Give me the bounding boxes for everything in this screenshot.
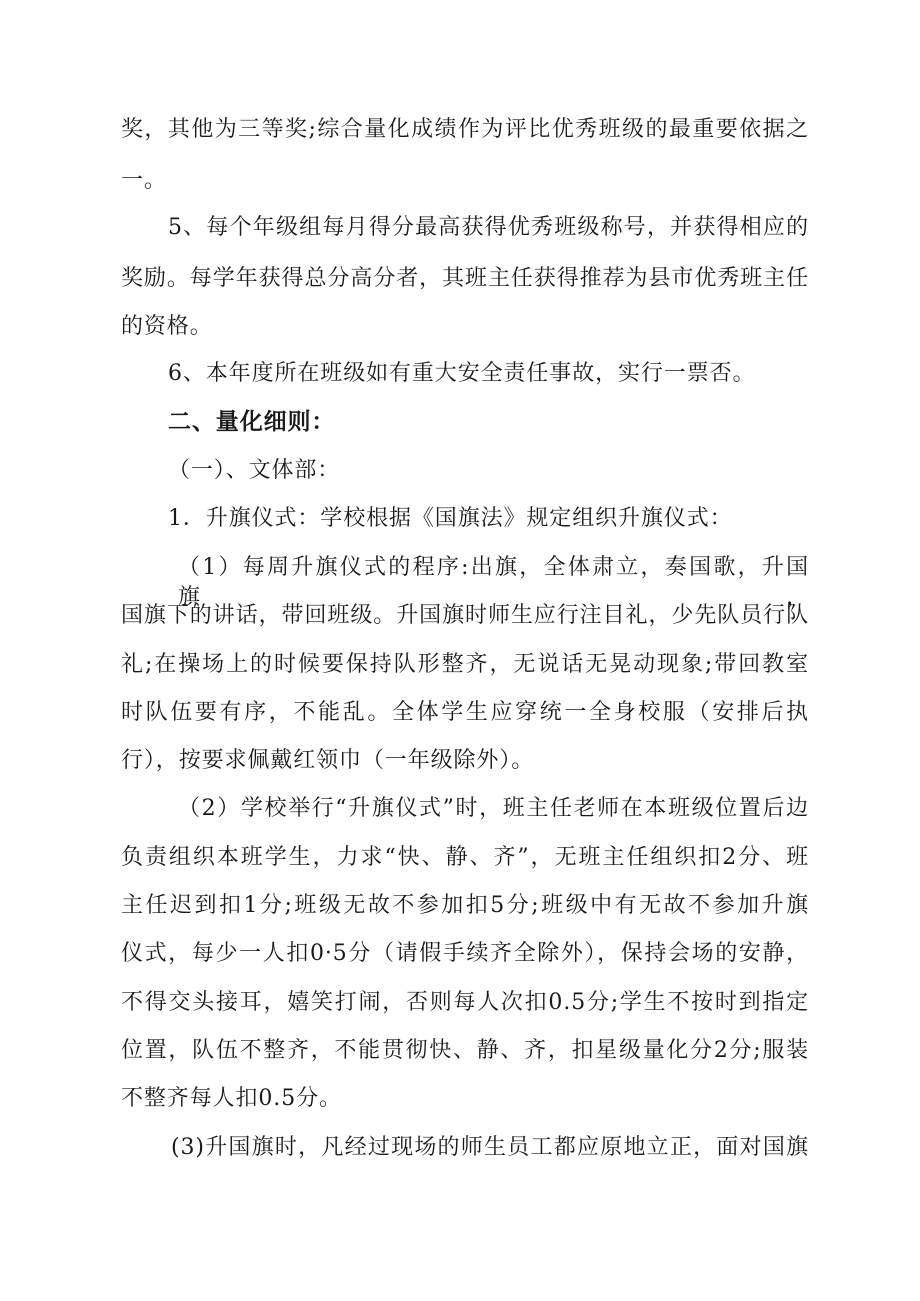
item-1-2-line-7: 不整齐每人扣0.5分。 [121, 1086, 342, 1111]
paragraph-5-line-2: 奖励。每学年获得总分高分者，其班主任获得推荐为县市优秀班主任 [121, 266, 809, 291]
item-1-1-line-4: 时队伍要有序，不能乱。全体学生应穿统一全身校服（安排后执 [121, 700, 809, 725]
item-1-2-line-5: 不得交头接耳，嬉笑打闹，否则每人次扣0.5分;学生不按时到指定 [121, 990, 809, 1015]
paragraph-5-line-1: 5、每个年级组每月得分最高获得优秀班级称号，并获得相应的 [168, 215, 809, 240]
item-1-1-line-5: 行），按要求佩戴红领巾（一年级除外）。 [121, 748, 535, 773]
item-1-1-line-1: （1）每周升旗仪式的程序:出旗，全体肃立，奏国歌，升国旗， [178, 555, 809, 610]
item-1-2-line-6: 位置，队伍不整齐，不能贯彻快、静、齐，扣星级量化分2分;服装 [121, 1038, 809, 1063]
item-1-1-line-3: 礼;在操场上的时候要保持队形整齐，无说话无晃动现象;带回教室 [121, 652, 809, 677]
text-line-1: 奖，其他为三等奖;综合量化成绩作为评比优秀班级的最重要依据之 [121, 117, 809, 142]
text-line-2: 一。 [121, 168, 167, 193]
item-1-3-line-1: (3)升国旗时，凡经过现场的师生员工都应原地立正，面对国旗 [171, 1135, 809, 1160]
paragraph-6: 6、本年度所在班级如有重大安全责任事故，实行一票否。 [168, 361, 756, 386]
item-1-1-line-2: 国旗下的讲话，带回班级。升国旗时师生应行注目礼，少先队员行队 [121, 603, 809, 628]
subsection-heading: （一）、文体部： [168, 458, 341, 483]
item-1-heading: 1．升旗仪式：学校根据《国旗法》规定组织升旗仪式： [168, 506, 733, 531]
item-1-2-line-2: 负责组织本班学生，力求“快、静、齐”，无班主任组织扣2分、班 [121, 845, 809, 870]
item-1-2-line-4: 仪式，每少一人扣0·5分（请假手续齐全除外），保持会场的安静， [121, 941, 809, 966]
section-heading: 二、量化细则： [168, 409, 336, 435]
item-1-2-line-1: （2）学校举行“升旗仪式”时，班主任老师在本班级位置后边 [178, 796, 809, 821]
item-1-2-line-3: 主任迟到扣1分;班级无故不参加扣5分;班级中有无故不参加升旗 [121, 893, 809, 918]
paragraph-5-line-3: 的资格。 [121, 314, 213, 339]
